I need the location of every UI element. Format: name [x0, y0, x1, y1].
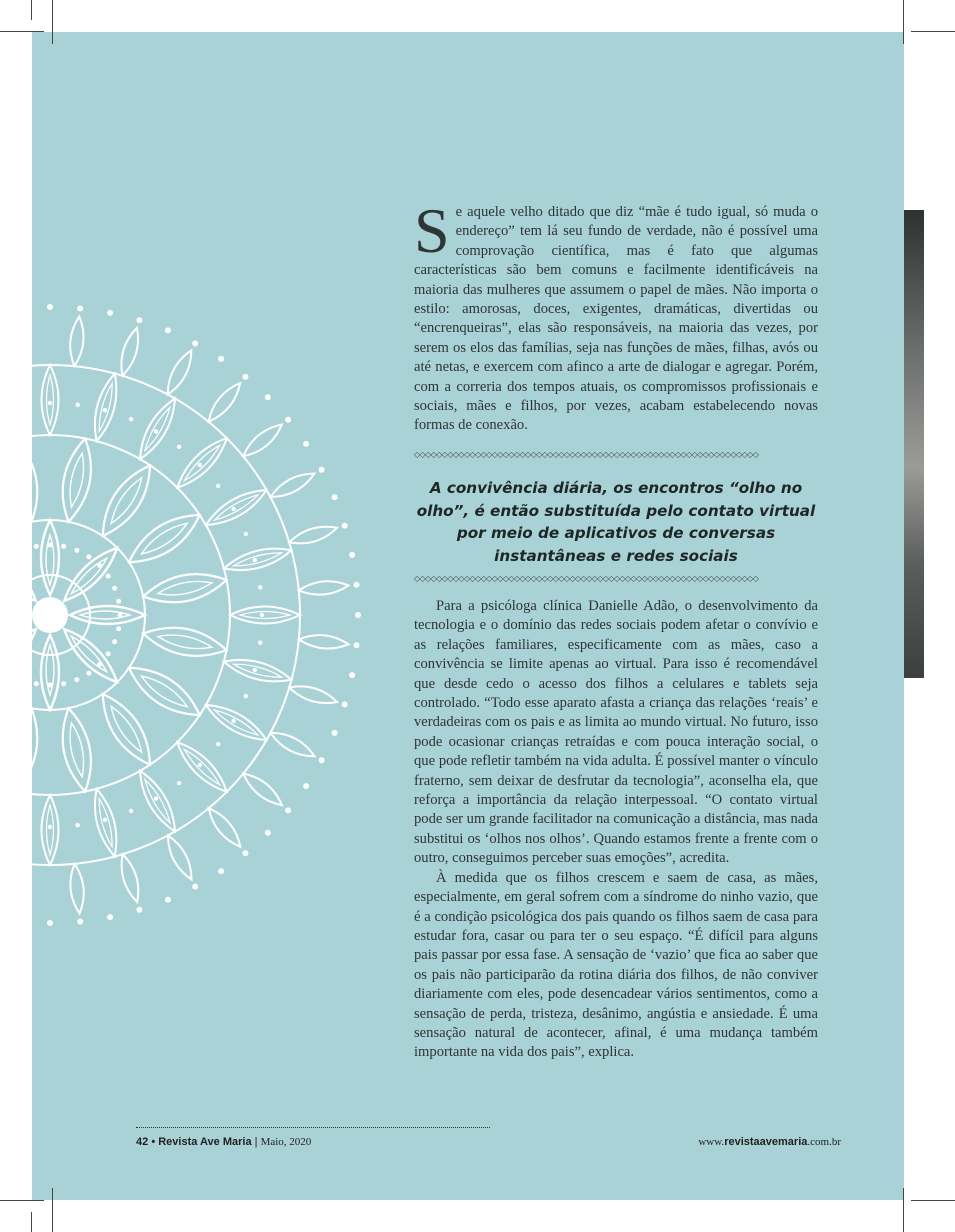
- crop-mark: [911, 1200, 955, 1201]
- url-site: revistaavemaria: [724, 1136, 808, 1148]
- footer-dotted-rule: [136, 1127, 490, 1128]
- intro-text: e aquele velho ditado que diz “mãe é tudo igual, só muda o endereço” tem lá seu fundo de verdade, não é possível uma comprovação científica, mas é fato que algumas características são bem comuns e facilmente identificáveis na maioria das mulheres que assumem o papel de mães. Não importa o estilo: amorosas, doces, exigentes, dramáticas, divertidas ou “encrenqueiras”, elas são responsáveis, na maioria das vezes, por serem os elos das famílias, seja nas funções de mães, filhas, avós ou até netas, e exercem com afinco a arte de dialogar e agregar. Porém, com a correria dos tempos atuais, os compromissos profissionais e sociais, mães e filhos, por vezes, acabam estabelecendo novas formas de conexão.: [414, 204, 818, 434]
- crop-mark: [31, 0, 32, 20]
- folio-bullet: •: [151, 1136, 156, 1148]
- body-paragraph-2: À medida que os filhos crescem e saem de casa, as mães, especialmente, em geral sofrem com a síndrome do ninho vazio, que é a condição psicológica dos pais quando os filhos saem de casa para estudar fora, casar ou para ter o seu espaço. “É difícil para alguns pais passar por essa fase. A sensação de ‘vazio’ que fica ao saber que os pais não participarão da rotina diária dos filhos, de não conviver diariamente com eles, pode desencadear vários sentimentos, como a sensação de perda, tristeza, desânimo, angústia e ansiedade. É uma sensação natural de acontecer, afinal, é uma mudança também importante na vida dos pais”, explica.: [414, 869, 818, 1061]
- crop-mark: [52, 1188, 53, 1232]
- diamond-divider-bottom: ◇◇◇◇◇◇◇◇◇◇◇◇◇◇◇◇◇◇◇◇◇◇◇◇◇◇◇◇◇◇◇◇◇◇◇◇◇◇◇◇◇◇◇◇◇◇◇◇◇◇◇◇◇◇◇◇◇◇◇◇◇◇: [414, 575, 759, 583]
- issue-date: Maio, 2020: [260, 1136, 312, 1148]
- mandala-decoration: [0, 290, 375, 940]
- folio-separator: |: [254, 1136, 258, 1148]
- crop-mark: [903, 0, 904, 44]
- magazine-name: Revista Ave Maria: [158, 1136, 252, 1148]
- crop-mark: [52, 0, 53, 44]
- footer-website: [698, 1136, 841, 1148]
- page-number: 42: [136, 1136, 149, 1148]
- crop-mark: [0, 1200, 44, 1201]
- crop-mark: [0, 31, 44, 32]
- footer-folio: [136, 1136, 311, 1148]
- url-prefix: www.: [698, 1136, 725, 1148]
- crop-mark: [911, 31, 955, 32]
- diamond-divider-top: ◇◇◇◇◇◇◇◇◇◇◇◇◇◇◇◇◇◇◇◇◇◇◇◇◇◇◇◇◇◇◇◇◇◇◇◇◇◇◇◇◇◇◇◇◇◇◇◇◇◇◇◇◇◇◇◇◇◇◇◇◇◇: [414, 451, 759, 459]
- body-paragraph-1: Para a psicóloga clínica Danielle Adão, o desenvolvimento da tecnologia e o domínio das redes sociais podem afetar o convívio e as relações familiares, especificamente com as mães, caso a convivência se limite apenas ao virtual. Para isso é recomendável que desde cedo o acesso dos filhos a celulares e tablets seja controlado. “Todo esse aparato afasta a criança das relações ‘reais’ e verdadeiras com os pais e as limita ao mundo virtual. No futuro, isso pode ocasionar crianças retraídas e com pouca interação social, o que pode refletir também na vida adulta. É possível manter o vínculo fraterno, sem deixar de desfrutar da tecnologia”, aconselha ela, que reforça a importância da relação interpessoal. “O contato virtual pode ser um grande facilitador na comunicação a distância, mas nada substitui os ‘olhos nos olhos’. Quando estamos frente a frente com o outro, conseguimos perceber suas emoções”, acredita.: [414, 598, 818, 867]
- adjacent-page-photo-edge: [904, 210, 924, 678]
- crop-mark: [31, 1212, 32, 1232]
- article-body: [414, 597, 818, 1063]
- pull-quote: A convivência diária, os encontros “olho no olho”, é então substituída pelo contato virtual por meio de aplicativos de conversas instantâneas e redes sociais: [416, 479, 816, 565]
- intro-paragraph: [414, 195, 818, 436]
- crop-mark: [903, 1188, 904, 1232]
- url-suffix: .com.br: [807, 1136, 841, 1148]
- drop-cap: S: [414, 195, 450, 266]
